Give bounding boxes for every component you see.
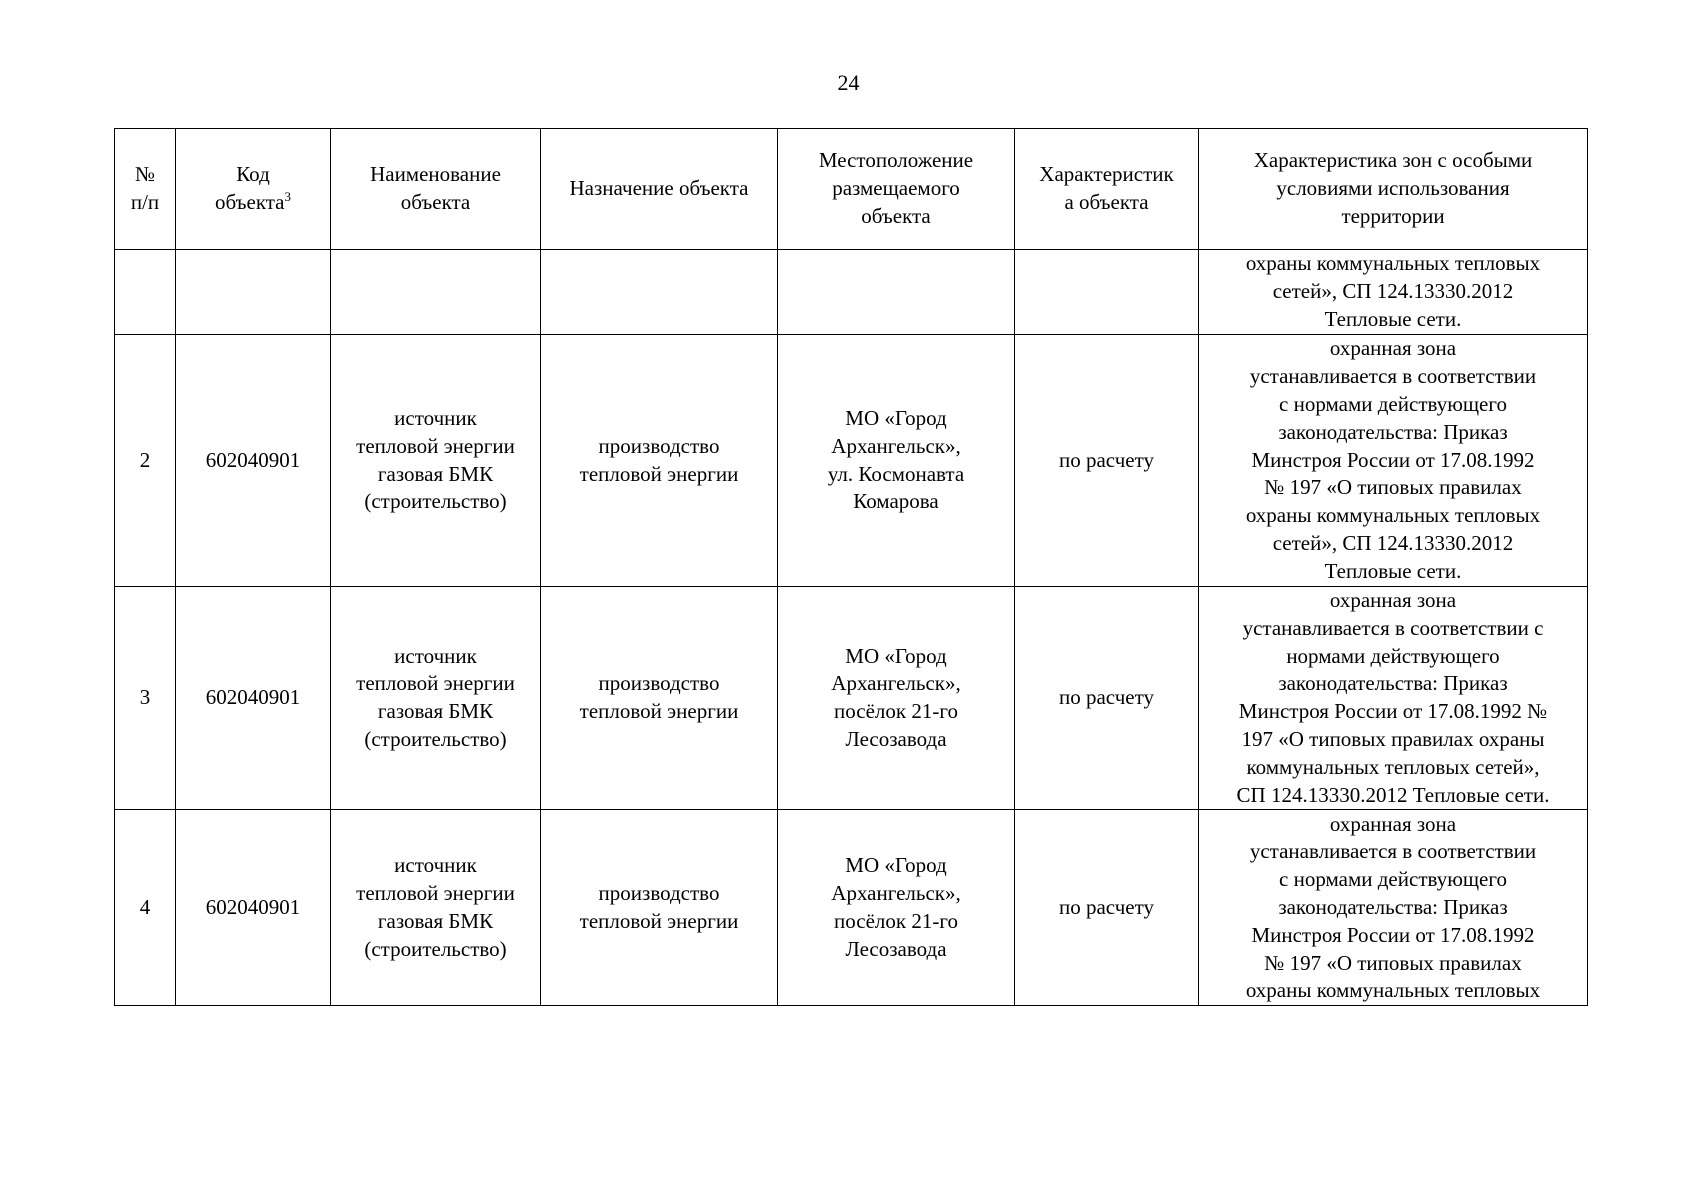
table-row	[115, 587, 1588, 810]
objects-table	[114, 128, 1588, 1006]
cell-num	[115, 250, 176, 335]
page-number: 24	[837, 70, 860, 95]
header-purpose: Назначение объекта	[541, 129, 778, 250]
cell-characteristics: по расчету	[1015, 335, 1199, 587]
cell-zones: охранная зона устанавливается в соответствии с нормами действующего законодательства: Приказ Минстроя России от 17.08.1992 № 197 «О типовых правилах охраны коммунальных тепловых сетей», СП 124.13330.2012 Тепловые сети.	[1199, 335, 1588, 587]
header-name: Наименование объекта	[331, 129, 541, 250]
cell-num: 2	[115, 335, 176, 587]
cell-purpose: производство тепловой энергии	[541, 587, 778, 810]
cell-purpose	[541, 250, 778, 335]
cell-zones: охранная зона устанавливается в соответствии с нормами действующего законодательства: Приказ Минстроя России от 17.08.1992 № 197 «О типовых правилах охраны коммунальных тепловых сетей», СП 124.13330.2012 Тепловые сети.	[1199, 587, 1588, 810]
cell-purpose: производство тепловой энергии	[541, 810, 778, 1006]
cell-code: 602040901	[176, 810, 331, 1006]
cell-location	[778, 250, 1015, 335]
cell-name: источник тепловой энергии газовая БМК (строительство)	[331, 587, 541, 810]
table-row	[115, 810, 1588, 1006]
header-code: Код объекта$^3$	[176, 129, 331, 250]
cell-location: МО «Город Архангельск», ул. Космонавта Комарова	[778, 335, 1015, 587]
cell-code: 602040901	[176, 335, 331, 587]
header-characteristics: Характеристик а объекта	[1015, 129, 1199, 250]
table-row	[115, 335, 1588, 587]
header-num: № п/п	[115, 129, 176, 250]
cell-code: 602040901	[176, 587, 331, 810]
table-row-continuation	[115, 250, 1588, 335]
cell-zones: охранная зона устанавливается в соответствии с нормами действующего законодательства: Приказ Минстроя России от 17.08.1992 № 197 «О типовых правилах охраны коммунальных тепловых	[1199, 810, 1588, 1006]
header-location: Местоположение размещаемого объекта	[778, 129, 1015, 250]
cell-name: источник тепловой энергии газовая БМК (строительство)	[331, 335, 541, 587]
footnote-marker: 3	[284, 189, 292, 204]
cell-name: источник тепловой энергии газовая БМК (строительство)	[331, 810, 541, 1006]
cell-zones: охраны коммунальных тепловых сетей», СП 124.13330.2012 Тепловые сети.	[1199, 250, 1588, 335]
cell-location: МО «Город Архангельск», посёлок 21-го Лесозавода	[778, 587, 1015, 810]
cell-code	[176, 250, 331, 335]
cell-name	[331, 250, 541, 335]
cell-characteristics: по расчету	[1015, 587, 1199, 810]
cell-characteristics: по расчету	[1015, 810, 1199, 1006]
cell-num: 4	[115, 810, 176, 1006]
cell-purpose: производство тепловой энергии	[541, 335, 778, 587]
header-zones: Характеристика зон с особыми условиями использования территории	[1199, 129, 1588, 250]
cell-characteristics	[1015, 250, 1199, 335]
cell-num: 3	[115, 587, 176, 810]
cell-location: МО «Город Архангельск», посёлок 21-го Лесозавода	[778, 810, 1015, 1006]
table-header-row	[115, 129, 1588, 250]
